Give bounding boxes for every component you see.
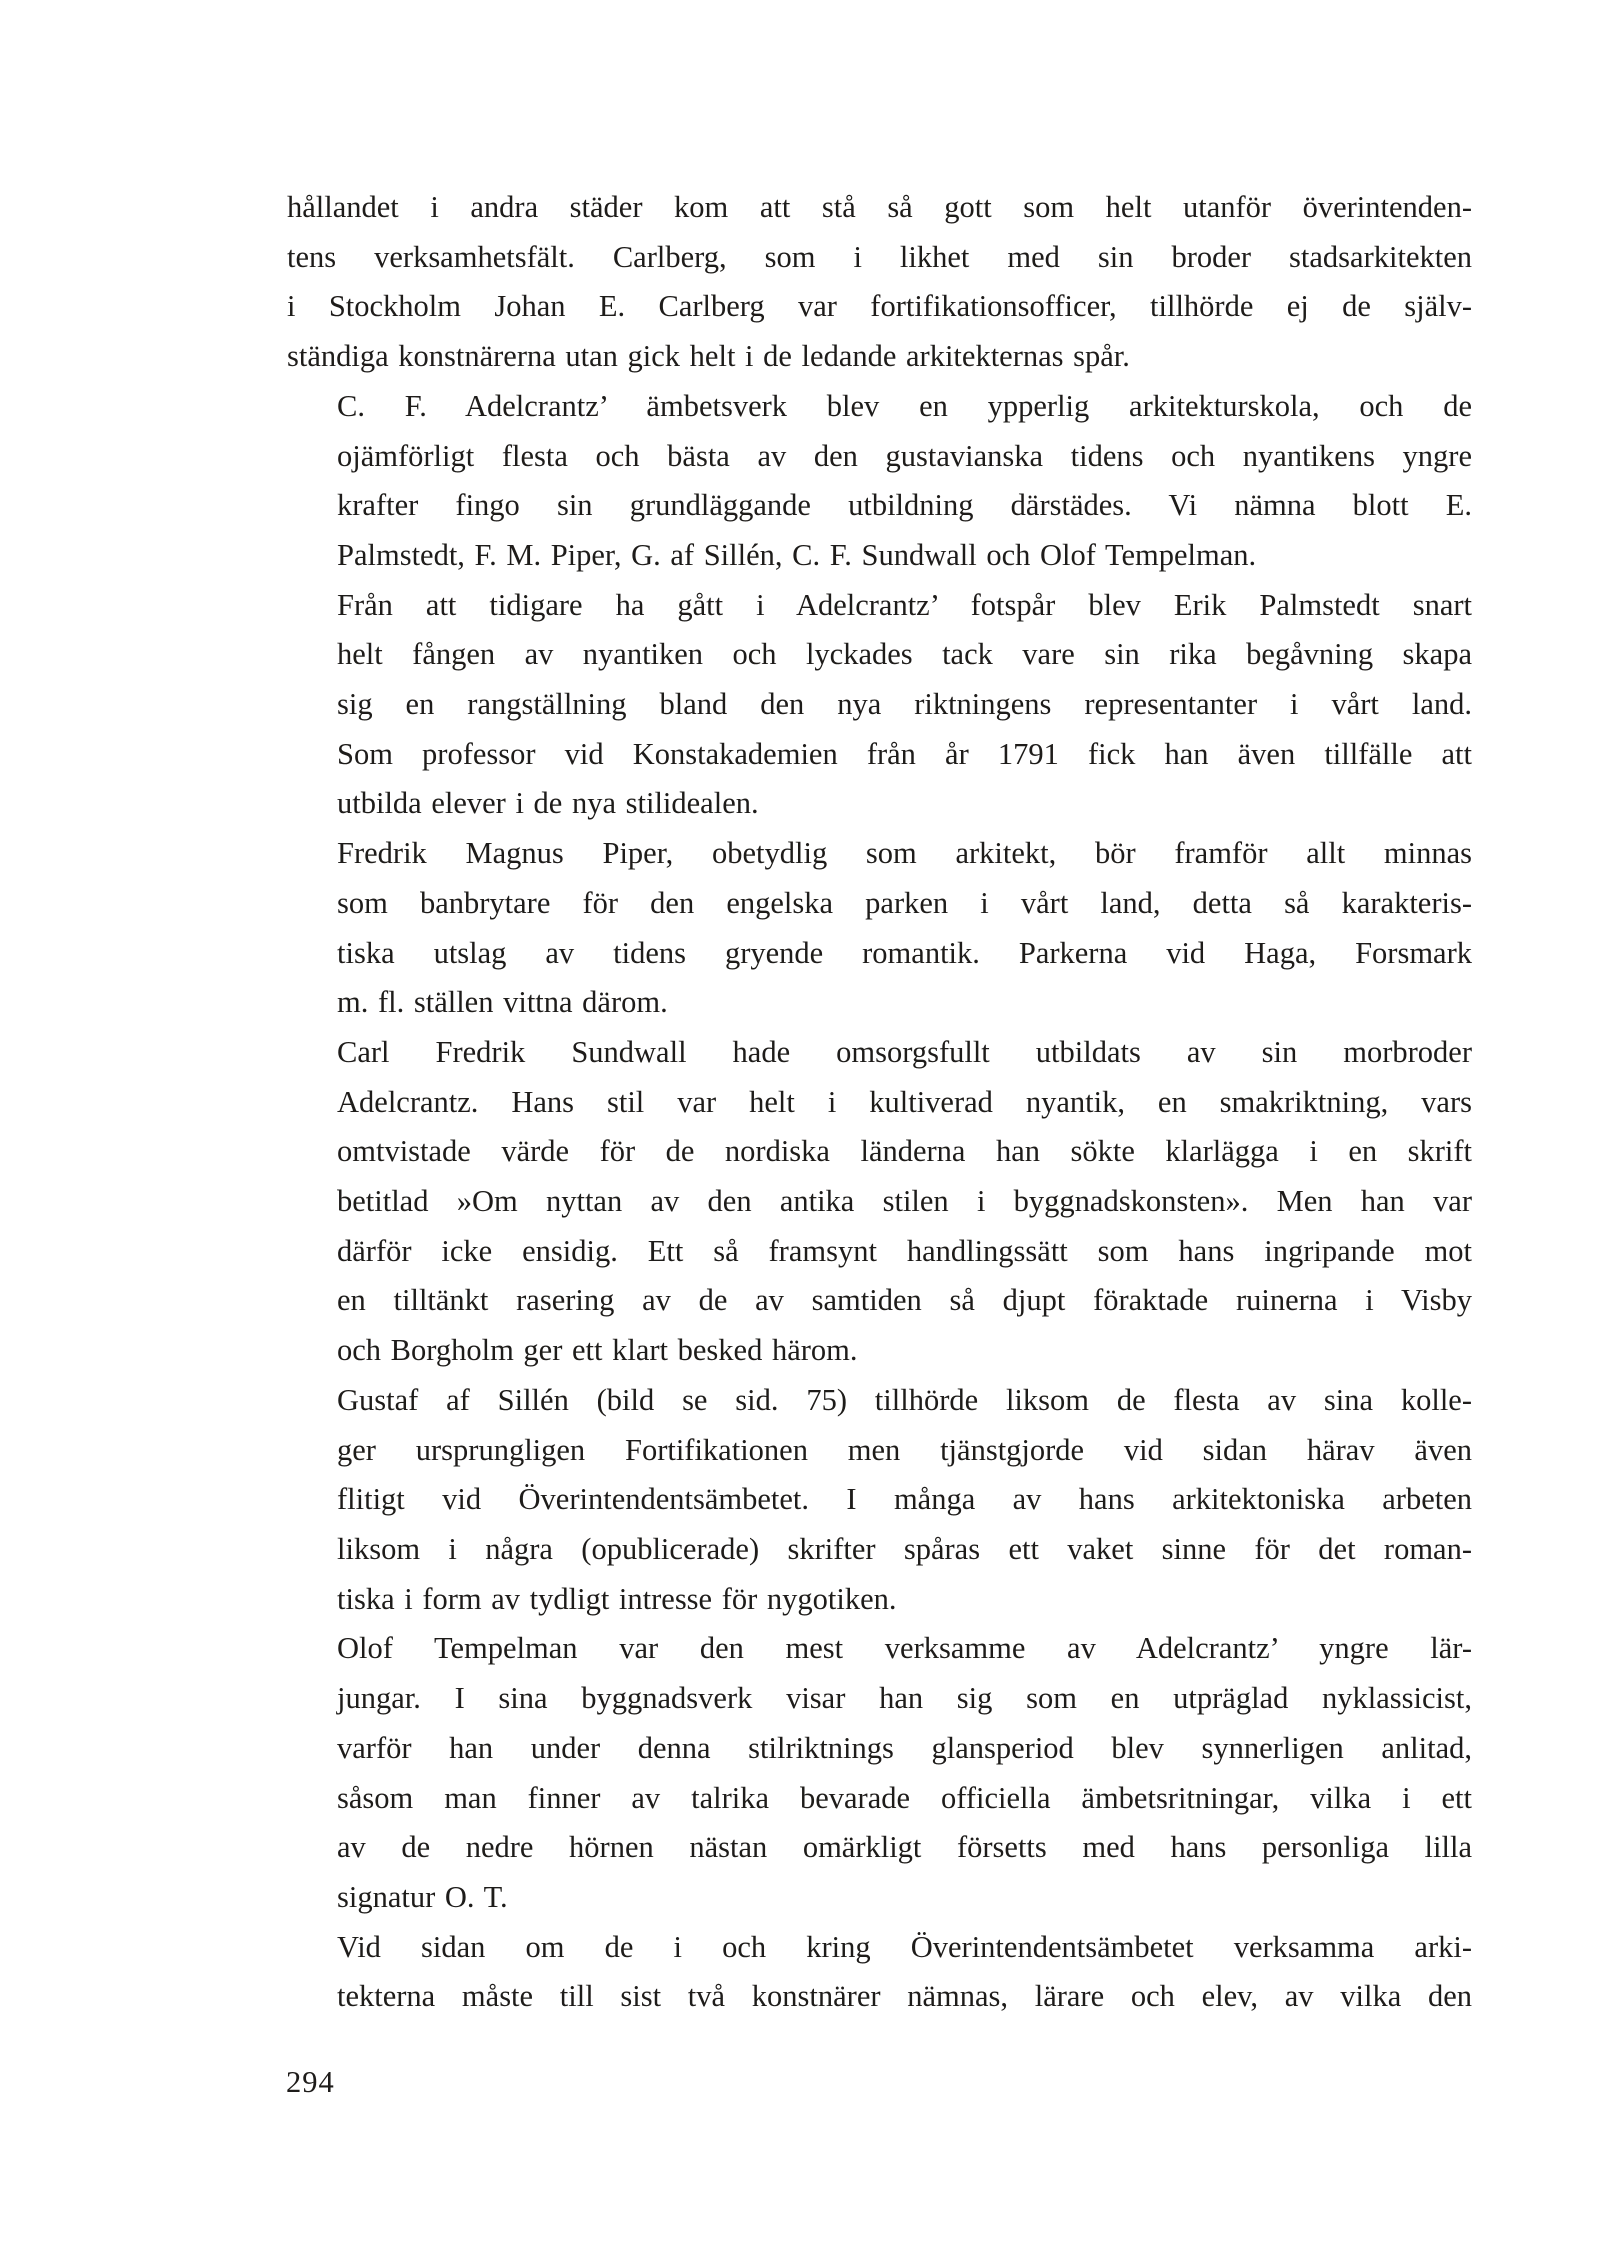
text-line: ständiga konstnärerna utan gick helt i de ledande arkitekternas spår. — [287, 339, 1130, 374]
text-line: i Stockholm Johan E. Carlberg var fortifikationsofficer, tillhörde ej de själv- — [287, 289, 1472, 324]
text-line: m. fl. ställen vittna därom. — [337, 985, 668, 1020]
text-line: tiska utslag av tidens gryende romantik. Parkerna vid Haga, Forsmark — [337, 935, 1472, 970]
text-line: Adelcrantz. Hans stil var helt i kultiverad nyantik, en smakriktning, vars — [337, 1084, 1472, 1119]
paragraph-5 — [287, 1028, 1472, 1376]
text-line: varför han under denna stilriktnings glansperiod blev synnerligen anlitad, — [337, 1730, 1472, 1765]
text-line: Olof Tempelman var den mest verksamme av Adelcrantz’ yngre lär- — [337, 1631, 1472, 1666]
text-line: jungar. I sina byggnadsverk visar han sig som en utpräglad nyklassicist, — [337, 1681, 1472, 1716]
text-line: krafter fingo sin grundläggande utbildning därstädes. Vi nämna blott E. — [337, 488, 1472, 523]
text-line: Gustaf af Sillén (bild se sid. 75) tillhörde liksom de flesta av sina kolle- — [337, 1382, 1472, 1417]
text-line: och Borgholm ger ett klart besked härom. — [337, 1333, 858, 1368]
text-line: därför icke ensidig. Ett så framsynt handlingssätt som hans ingripande mot — [337, 1233, 1472, 1268]
paragraph-3 — [287, 581, 1472, 830]
text-line: omtvistade värde för de nordiska länderna han sökte klarlägga i en skrift — [337, 1134, 1472, 1169]
page-body — [287, 183, 1472, 2022]
text-line: helt fången av nyantiken och lyckades tack vare sin rika begåvning skapa — [337, 637, 1472, 672]
text-line: Från att tidigare ha gått i Adelcrantz’ fotspår blev Erik Palmstedt snart — [337, 587, 1472, 622]
text-line: signatur O. T. — [337, 1879, 508, 1914]
paragraph-7 — [287, 1624, 1472, 1922]
page-number: 294 — [286, 2065, 335, 2099]
paragraph-2 — [287, 382, 1472, 581]
text-line: Som professor vid Konstakademien från år 1791 fick han även tillfälle att — [337, 736, 1472, 771]
text-line: Palmstedt, F. M. Piper, G. af Sillén, C. F. Sundwall och Olof Tempelman. — [337, 537, 1257, 572]
text-line: som banbrytare för den engelska parken i vårt land, detta så karakteris- — [337, 885, 1472, 920]
text-line: Carl Fredrik Sundwall hade omsorgsfullt utbildats av sin morbroder — [337, 1034, 1472, 1069]
paragraph-1 — [287, 183, 1472, 382]
paragraph-4 — [287, 829, 1472, 1028]
text-line: ger ursprungligen Fortifikationen men tjänstgjorde vid sidan härav även — [337, 1432, 1472, 1467]
text-line: Fredrik Magnus Piper, obetydlig som arkitekt, bör framför allt minnas — [337, 836, 1472, 871]
text-line: liksom i några (opublicerade) skrifter spåras ett vaket sinne för det roman- — [337, 1531, 1472, 1566]
text-line: betitlad »Om nyttan av den antika stilen i byggnadskonsten». Men han var — [337, 1184, 1472, 1219]
text-line: C. F. Adelcrantz’ ämbetsverk blev en ypperlig arkitekturskola, och de — [337, 388, 1472, 423]
text-line: hållandet i andra städer kom att stå så gott som helt utanför överintenden- — [287, 190, 1472, 224]
text-line: ojämförligt flesta och bästa av den gustavianska tidens och nyantikens yngre — [337, 438, 1472, 473]
text-line: tens verksamhetsfält. Carlberg, som i likhet med sin broder stadsarkitekten — [287, 239, 1472, 274]
text-line: tiska i form av tydligt intresse för nygotiken. — [337, 1581, 897, 1616]
text-line: Vid sidan om de i och kring Överintendentsämbetet verksamma arki- — [337, 1929, 1472, 1964]
paragraph-6 — [287, 1376, 1472, 1625]
text-line: flitigt vid Överintendentsämbetet. I många av hans arkitektoniska arbeten — [337, 1482, 1472, 1517]
text-line: av de nedre hörnen nästan omärkligt försetts med hans personliga lilla — [337, 1830, 1472, 1865]
text-line: tekterna måste till sist två konstnärer nämnas, lärare och elev, av vilka den — [337, 1979, 1472, 2014]
text-line: utbilda elever i de nya stilidealen. — [337, 786, 759, 821]
text-line: sig en rangställning bland den nya riktningens representanter i vårt land. — [337, 687, 1472, 722]
paragraph-8 — [287, 1923, 1472, 2022]
text-line: såsom man finner av talrika bevarade officiella ämbetsritningar, vilka i ett — [337, 1780, 1472, 1815]
text-line: en tilltänkt rasering av de av samtiden så djupt föraktade ruinerna i Visby — [337, 1283, 1472, 1318]
